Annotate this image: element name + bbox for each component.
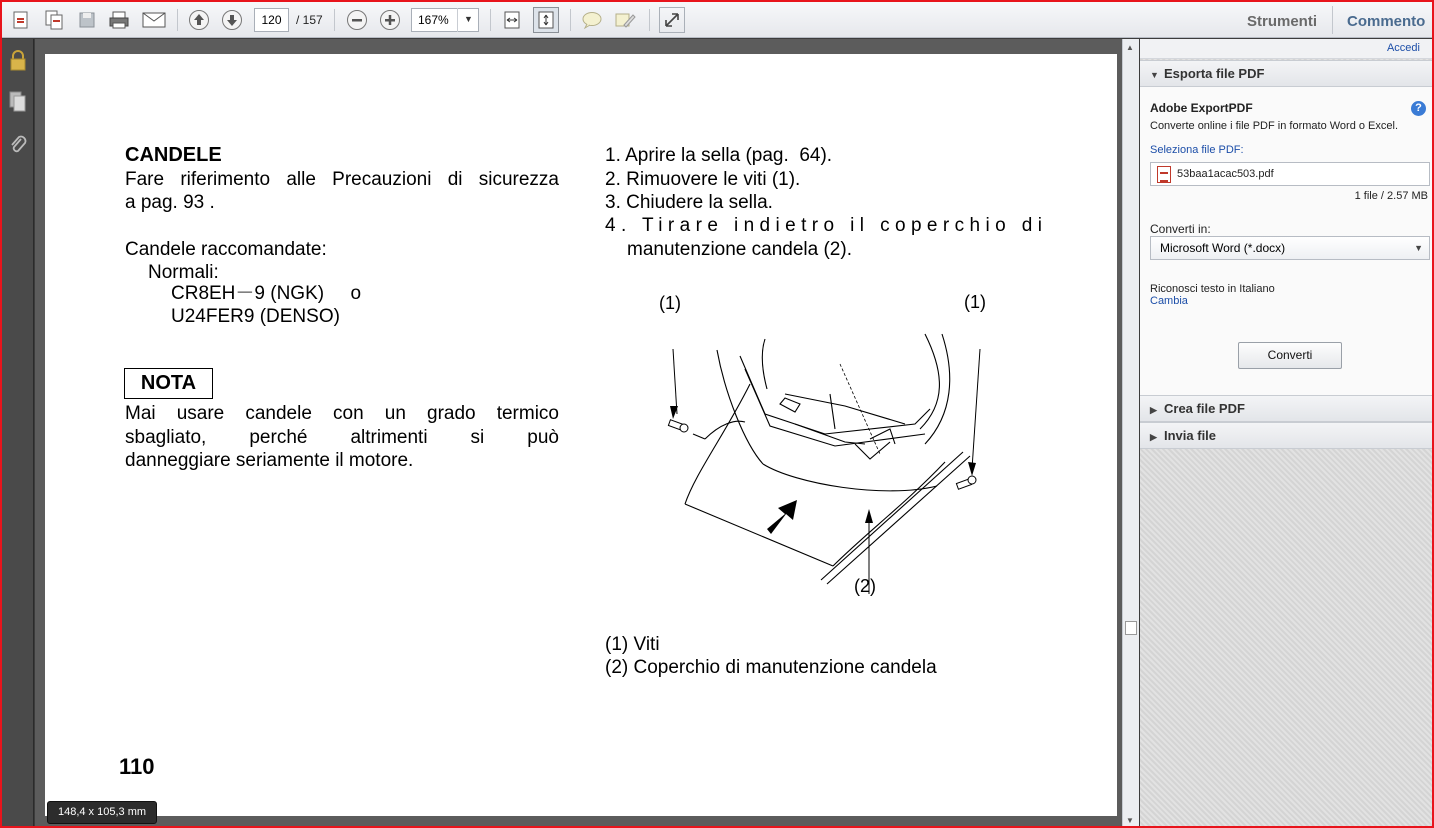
toolbar-separator bbox=[490, 9, 491, 31]
highlight-icon[interactable] bbox=[612, 7, 638, 33]
step-1: 1. Aprire la sella (pag. 64). bbox=[605, 145, 833, 166]
export-pdf-label: Esporta file PDF bbox=[1164, 66, 1265, 81]
format-select-value: Microsoft Word (*.docx) bbox=[1160, 241, 1286, 255]
fit-page-icon[interactable] bbox=[533, 7, 559, 33]
create-pdf-section[interactable] bbox=[1140, 395, 1432, 422]
section-heading: CANDELE bbox=[125, 144, 222, 166]
combine-icon[interactable] bbox=[41, 7, 67, 33]
panel-header bbox=[1140, 39, 1432, 59]
step-4-continued: manutenzione candela (2). bbox=[627, 239, 852, 260]
note-line: Mai usare candele con un grado termico bbox=[125, 403, 559, 424]
file-field[interactable] bbox=[1150, 162, 1430, 186]
chevron-down-icon: ▼ bbox=[1414, 243, 1423, 253]
toolbar-separator bbox=[570, 9, 571, 31]
figure-label-screw-right: (1) bbox=[964, 292, 986, 312]
nota-box: NOTA bbox=[124, 368, 213, 399]
intro-line: Fare riferimento alle Precauzioni di sicurezza bbox=[125, 169, 559, 190]
spark-plug-cover-illustration bbox=[645, 294, 1005, 594]
triangle-right-icon: ▶ bbox=[1150, 405, 1157, 415]
convert-button[interactable]: Converti bbox=[1238, 342, 1342, 369]
tools-tab[interactable]: Strumenti bbox=[1247, 13, 1318, 30]
comment-tab[interactable]: Commento bbox=[1347, 13, 1426, 30]
spark-plug-denso: U24FER9 (DENSO) bbox=[171, 306, 340, 327]
zoom-input[interactable]: 167% bbox=[411, 8, 479, 32]
scroll-thumb[interactable] bbox=[1125, 621, 1137, 635]
lock-icon[interactable] bbox=[7, 49, 29, 73]
export-pdf-section[interactable] bbox=[1140, 60, 1432, 87]
format-select[interactable] bbox=[1150, 236, 1430, 260]
toolbar-separator bbox=[334, 9, 335, 31]
page-number: 110 bbox=[119, 754, 155, 779]
legend-screws: (1) Viti bbox=[605, 634, 660, 655]
create-pdf-icon[interactable] bbox=[8, 7, 34, 33]
step-2: 2. Rimuovere le viti (1). bbox=[605, 169, 801, 190]
comment-icon[interactable] bbox=[579, 7, 605, 33]
toolbar-separator bbox=[1332, 6, 1333, 34]
scroll-down-icon[interactable]: ▼ bbox=[1126, 816, 1134, 825]
send-file-section[interactable] bbox=[1140, 422, 1432, 449]
zoom-in-icon[interactable] bbox=[377, 7, 403, 33]
pdf-page bbox=[45, 54, 1117, 816]
figure-label-cover: (2) bbox=[854, 576, 876, 596]
intro-line: a pag. 93 . bbox=[125, 192, 215, 213]
page-number-input[interactable]: 120 bbox=[254, 8, 289, 32]
fullscreen-icon[interactable] bbox=[659, 7, 685, 33]
help-icon[interactable]: ? bbox=[1411, 101, 1426, 116]
save-icon[interactable] bbox=[74, 7, 100, 33]
pages-icon[interactable] bbox=[7, 91, 29, 115]
email-icon[interactable] bbox=[140, 7, 168, 33]
tools-panel bbox=[1140, 39, 1432, 828]
page-size-tooltip: 148,4 x 105,3 mm bbox=[47, 801, 157, 824]
page-total: / 157 bbox=[296, 13, 323, 27]
direction-arrow bbox=[767, 500, 797, 534]
print-icon[interactable] bbox=[106, 7, 132, 33]
prev-page-icon[interactable] bbox=[186, 7, 212, 33]
send-file-label: Invia file bbox=[1164, 428, 1217, 443]
legend-cover: (2) Coperchio di manutenzione candela bbox=[605, 657, 937, 678]
export-pdf-body bbox=[1140, 87, 1432, 395]
note-line: sbagliato, perché altrimenti si può bbox=[125, 427, 559, 448]
triangle-down-icon: ▼ bbox=[1150, 70, 1159, 80]
recommended-label: Candele raccomandate: bbox=[125, 239, 327, 260]
toolbar-separator bbox=[177, 9, 178, 31]
chevron-down-icon[interactable]: ▼ bbox=[457, 8, 479, 32]
select-file-label: Seleziona file PDF: bbox=[1150, 144, 1244, 156]
note-line: danneggiare seriamente il motore. bbox=[125, 450, 414, 471]
service-description: Converte online i file PDF in formato Word o Excel. bbox=[1150, 120, 1399, 132]
figure-label-screw-left: (1) bbox=[659, 293, 681, 313]
ocr-language-label: Riconosci testo in Italiano bbox=[1150, 283, 1275, 295]
file-name: 53baa1acac503.pdf bbox=[1177, 168, 1274, 180]
fit-width-icon[interactable] bbox=[499, 7, 525, 33]
scroll-up-icon[interactable]: ▲ bbox=[1126, 43, 1134, 52]
sign-in-link[interactable]: Accedi bbox=[1386, 42, 1420, 54]
toolbar bbox=[2, 2, 1432, 38]
file-info: 1 file / 2.57 MB bbox=[1354, 190, 1428, 202]
create-pdf-label: Crea file PDF bbox=[1164, 401, 1245, 416]
toolbar-separator bbox=[649, 9, 650, 31]
attachment-icon[interactable] bbox=[7, 134, 29, 158]
pdf-file-icon bbox=[1157, 166, 1171, 183]
change-language-link[interactable]: Cambia bbox=[1150, 295, 1188, 307]
step-3: 3. Chiudere la sella. bbox=[605, 192, 773, 213]
step-4: 4. Tirare indietro il coperchio di bbox=[605, 215, 1048, 236]
navigation-pane bbox=[2, 39, 34, 828]
next-page-icon[interactable] bbox=[219, 7, 245, 33]
service-title: Adobe ExportPDF bbox=[1150, 101, 1253, 115]
document-view bbox=[35, 39, 1122, 828]
spark-plug-ngk: CR8EH－9 (NGK) o bbox=[171, 283, 362, 304]
convert-to-label: Converti in: bbox=[1150, 222, 1211, 236]
vertical-scrollbar[interactable] bbox=[1122, 39, 1139, 828]
zoom-out-icon[interactable] bbox=[344, 7, 370, 33]
triangle-right-icon: ▶ bbox=[1150, 432, 1157, 442]
normal-label: Normali: bbox=[148, 262, 219, 283]
